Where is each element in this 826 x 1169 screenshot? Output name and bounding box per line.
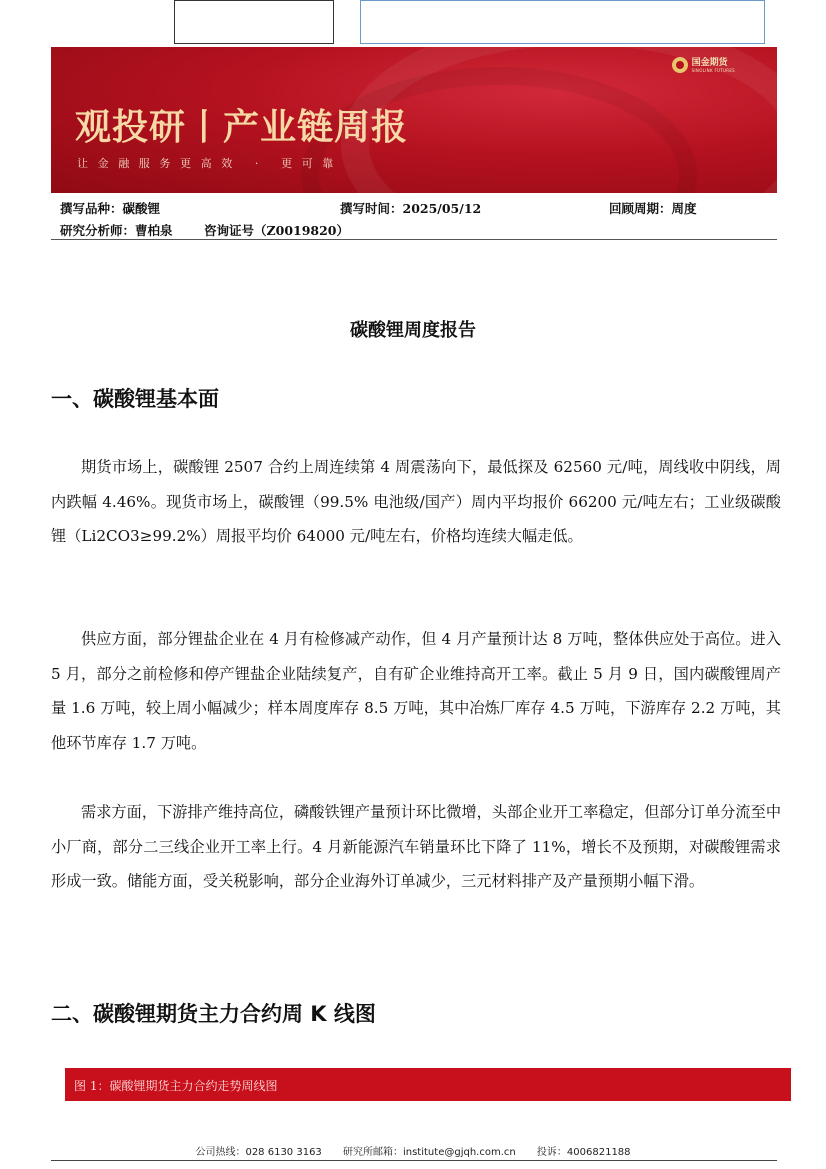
banner-title: 观投研丨产业链周报 (75, 107, 409, 148)
company-logo (672, 57, 735, 73)
logo-text-en: SINOLINK FUTURES (691, 67, 735, 73)
footer-hotline: 公司热线：028 6130 3163 (195, 1147, 322, 1158)
meta-license: 咨询证号（Z0019820） (204, 223, 350, 238)
footer-divider (51, 1160, 777, 1161)
footer-email: 研究所邮箱：institute@gjqh.com.cn (342, 1147, 516, 1158)
section-heading-fundamentals: 一、碳酸锂基本面 (51, 387, 219, 411)
document-title: 碳酸锂周度报告 (350, 320, 476, 341)
report-banner (51, 47, 777, 193)
footer-complaint: 投诉：4006821188 (536, 1147, 631, 1158)
meta-analyst: 研究分析师：曹柏泉 (60, 223, 173, 238)
section-heading-kline: 二、碳酸锂期货主力合约周 K 线图 (51, 1002, 376, 1026)
page-footer (0, 1143, 826, 1158)
figure-caption-bar (65, 1068, 791, 1101)
logo-mark-icon (672, 57, 688, 73)
header-box-right (360, 0, 765, 44)
figure-caption: 图 1：碳酸锂期货主力合约走势周线图 (74, 1079, 278, 1093)
meta-product: 撰写品种：碳酸锂 (60, 201, 161, 216)
meta-period: 回顾周期：周度 (609, 201, 697, 216)
paragraph-demand: 需求方面，下游排产维持高位，磷酸铁锂产量预计环比微增，头部企业开工率稳定，但部分订单分流至中小厂商，部分二三线企业开工率上行。4 月新能源汽车销量环比下降了 11%，增长不及预期，对碳酸锂需求形成一致。储能方面，受关税影响，部分企业海外订单减少，三元材料排产及产量预期小幅下滑。 (51, 803, 781, 890)
paragraph-market: 期货市场上，碳酸锂 2507 合约上周连续第 4 周震荡向下，最低探及 62560 元/吨，周线收中阴线，周内跌幅 4.46%。现货市场上，碳酸锂（99.5% 电池级/国产）周内平均报价 66200 元/吨左右；工业级碳酸锂（Li2CO3≥99.2%）周报平均价 64000 元/吨左右，价格均连续大幅走低。 (51, 458, 781, 545)
logo-text-cn: 国金期货 (691, 57, 728, 68)
meta-time: 撰写时间：2025/05/12 (340, 201, 482, 216)
paragraph-supply: 供应方面，部分锂盐企业在 4 月有检修减产动作，但 4 月产量预计达 8 万吨，整体供应处于高位。进入 5 月，部分之前检修和停产锂盐企业陆续复产，自有矿企业维持高开工率。截止 5 月 9 日，国内碳酸锂周产量 1.6 万吨，较上周小幅减少；样本周度库存 8.5 万吨，其中冶炼厂库存 4.5 万吨，下游库存 2.2 万吨，其他环节库存 1.7 万吨。 (51, 630, 781, 752)
banner-subtitle: 让金融服务更高效 · 更可靠 (77, 157, 343, 170)
meta-divider (51, 239, 777, 240)
header-box-left (174, 0, 334, 44)
